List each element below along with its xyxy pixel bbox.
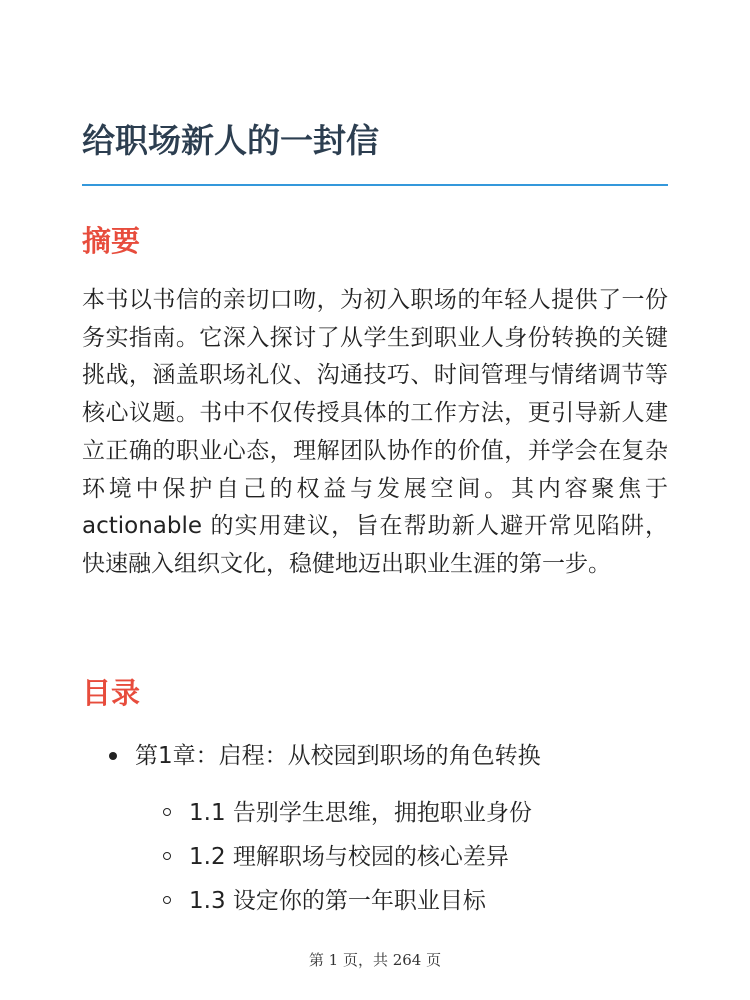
toc-chapter-list	[82, 736, 668, 782]
bullet-circle-icon	[163, 896, 171, 904]
toc-heading: 目录	[82, 676, 141, 710]
document-page	[82, 0, 668, 1000]
toc-section-label: 1.2 理解职场与校园的核心差异	[189, 844, 509, 870]
bullet-disc-icon	[109, 752, 117, 760]
toc-section-label: 1.3 设定你的第一年职业目标	[189, 888, 486, 914]
abstract-body: 本书以书信的亲切口吻，为初入职场的年轻人提供了一份务实指南。它深入探讨了从学生到职业人身份转换的关键挑战，涵盖职场礼仪、沟通技巧、时间管理与情绪调节等核心议题。书中不仅传授具体的工作方法，更引导新人建立正确的职业心态，理解团队协作的价值，并学会在复杂环境中保护自己的权益与发展空间。其内容聚焦于 actionable 的实用建议，旨在帮助新人避开常见陷阱，快速融入组织文化，稳健地迈出职业生涯的第一步。	[82, 287, 668, 577]
page-number-footer: 第 1 页，共 264 页	[308, 951, 442, 969]
toc-section-label: 1.1 告别学生思维，拥抱职业身份	[189, 800, 532, 826]
title-divider	[82, 184, 668, 186]
toc-section-item	[82, 838, 668, 882]
toc-section-item	[82, 882, 668, 926]
document-title: 给职场新人的一封信	[82, 121, 379, 160]
toc-section-list	[82, 794, 668, 926]
bullet-circle-icon	[163, 852, 171, 860]
toc-chapter-item	[82, 736, 668, 782]
bullet-circle-icon	[163, 808, 171, 816]
toc-chapter-label: 第1章：启程：从校园到职场的角色转换	[135, 743, 541, 769]
toc-section-item	[82, 794, 668, 838]
abstract-heading: 摘要	[82, 224, 141, 258]
